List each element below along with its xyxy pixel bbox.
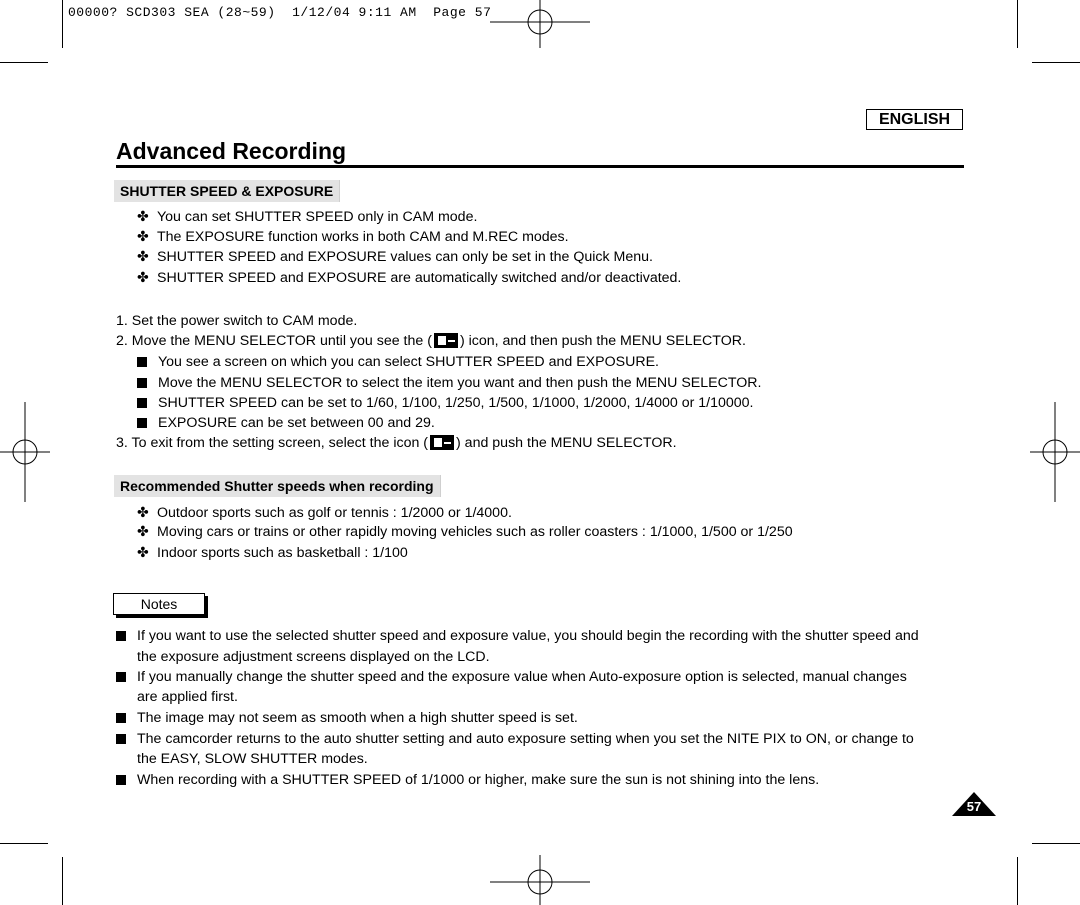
menu-setting-icon [434, 333, 458, 348]
note-item: If you want to use the selected shutter speed and exposure value, you should begin the recording with the shutter speed and [116, 626, 919, 646]
note-item-continuation: are applied first. [137, 689, 238, 705]
list-item: Move the MENU SELECTOR to select the item you want and then push the MENU SELECTOR. [137, 373, 762, 393]
square-bullet-icon [116, 775, 126, 785]
title-rule [116, 165, 964, 168]
square-bullet-icon [137, 418, 147, 428]
note-item: The image may not seem as smooth when a high shutter speed is set. [116, 708, 578, 728]
menu-exit-icon [430, 435, 454, 450]
list-item: SHUTTER SPEED can be set to 1/60, 1/100, 1/250, 1/500, 1/1000, 1/2000, 1/4000 or 1/10000. [137, 393, 754, 413]
registration-mark-left [0, 402, 50, 502]
step-3: 3. To exit from the setting screen, select the icon ( ) and push the MENU SELECTOR. [116, 435, 677, 451]
registration-mark-top [490, 0, 590, 50]
square-bullet-icon [116, 734, 126, 744]
list-item: ✤ SHUTTER SPEED and EXPOSURE values can only be set in the Quick Menu. [137, 249, 653, 265]
page-title: Advanced Recording [116, 138, 347, 164]
bullet-icon: ✤ [137, 249, 149, 265]
step-1: 1. Set the power switch to CAM mode. [116, 313, 358, 329]
step-2: 2. Move the MENU SELECTOR until you see the ( ) icon, and then push the MENU SELECTOR. [116, 333, 746, 349]
note-item: The camcorder returns to the auto shutter setting and auto exposure setting when you set the NITE PIX to ON, or change to [116, 729, 914, 749]
registration-mark-bottom [490, 855, 590, 905]
list-item: EXPOSURE can be set between 00 and 29. [137, 413, 435, 433]
square-bullet-icon [137, 378, 147, 388]
language-badge: ENGLISH [866, 109, 963, 130]
square-bullet-icon [116, 631, 126, 641]
note-item: If you manually change the shutter speed and the exposure value when Auto-exposure option is selected, manual changes [116, 667, 907, 687]
list-item: ✤ The EXPOSURE function works in both CAM and M.REC modes. [137, 229, 569, 245]
bullet-icon: ✤ [137, 524, 149, 540]
square-bullet-icon [116, 713, 126, 723]
bullet-icon: ✤ [137, 229, 149, 245]
square-bullet-icon [137, 398, 147, 408]
square-bullet-icon [137, 357, 147, 367]
notes-label: Notes [113, 593, 205, 615]
note-item-continuation: the EASY, SLOW SHUTTER modes. [137, 751, 368, 767]
section-heading-shutter-exposure: SHUTTER SPEED & EXPOSURE [114, 180, 340, 202]
bullet-icon: ✤ [137, 505, 149, 521]
print-header: 00000? SCD303 SEA (28~59) 1/12/04 9:11 AM Page 57 [68, 5, 492, 20]
square-bullet-icon [116, 672, 126, 682]
note-item-continuation: the exposure adjustment screens displayed on the LCD. [137, 649, 490, 665]
page-number: 57 [966, 799, 982, 814]
registration-mark-right [1030, 402, 1080, 502]
list-item: ✤ Moving cars or trains or other rapidly moving vehicles such as roller coasters : 1/1000, 1/500 or 1/250 [137, 524, 793, 540]
list-item: ✤ Outdoor sports such as golf or tennis : 1/2000 or 1/4000. [137, 505, 512, 521]
list-item: ✤ SHUTTER SPEED and EXPOSURE are automatically switched and/or deactivated. [137, 270, 682, 286]
bullet-icon: ✤ [137, 270, 149, 286]
list-item: ✤ Indoor sports such as basketball : 1/100 [137, 545, 408, 561]
list-item: You see a screen on which you can select SHUTTER SPEED and EXPOSURE. [137, 352, 659, 372]
list-item: ✤ You can set SHUTTER SPEED only in CAM mode. [137, 209, 478, 225]
note-item: When recording with a SHUTTER SPEED of 1/1000 or higher, make sure the sun is not shining into the lens. [116, 770, 819, 790]
section-heading-recommended: Recommended Shutter speeds when recording [114, 475, 441, 497]
bullet-icon: ✤ [137, 545, 149, 561]
bullet-icon: ✤ [137, 209, 149, 225]
